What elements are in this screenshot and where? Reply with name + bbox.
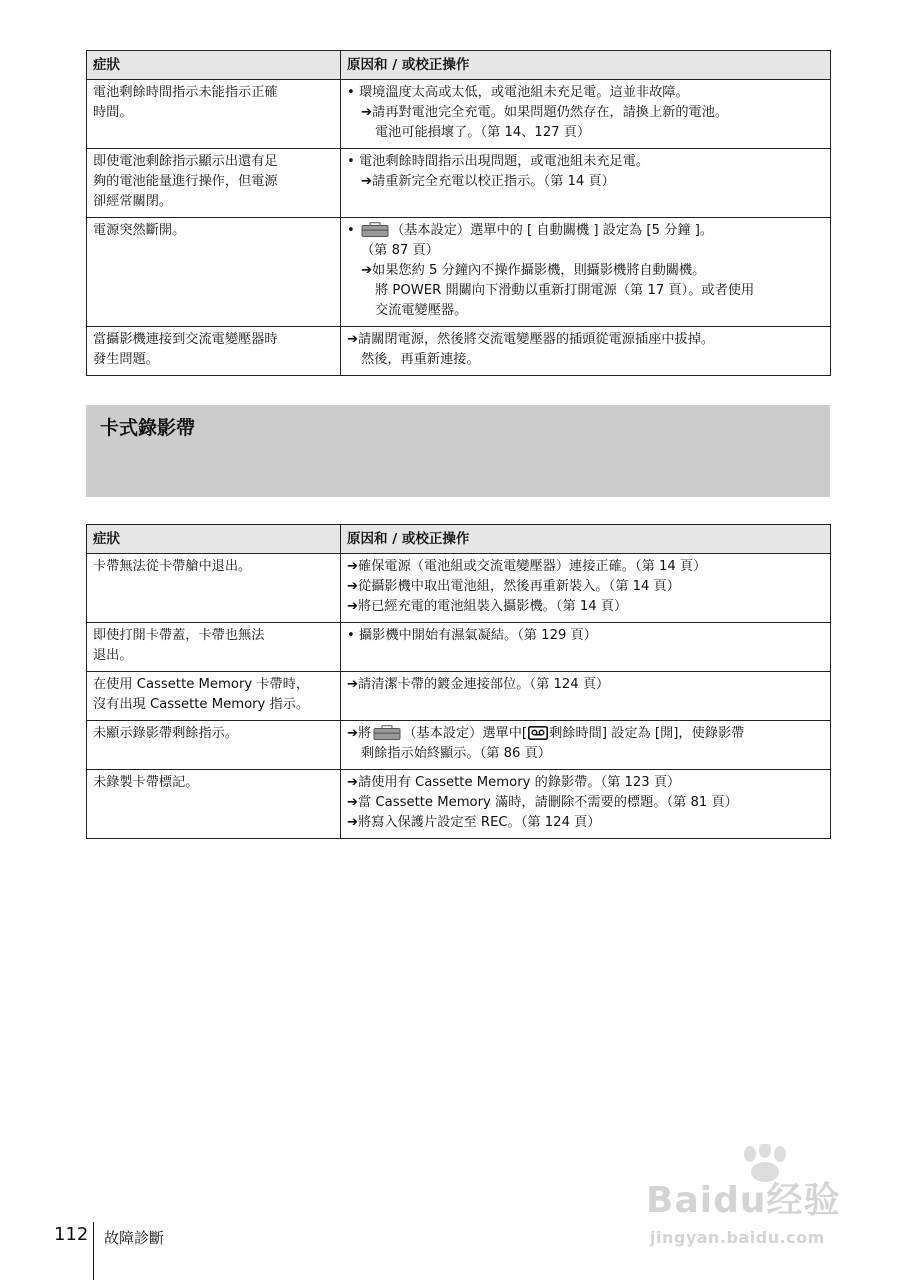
page-number: 112 [54, 1224, 89, 1245]
symptom-cell: 即使電池剩餘指示顯示出還有足 夠的電池能量進行操作，但電源 卻經常關閉。 [87, 149, 341, 218]
symptom-cell: 卡帶無法從卡帶艙中退出。 [87, 554, 341, 623]
baidu-watermark [640, 1150, 870, 1260]
symptom-cell: 未錄製卡帶標記。 [87, 770, 341, 839]
footer-section-label: 故障診斷 [104, 1229, 165, 1247]
cause-cell: ➔將 （基本設定）選單中[ 剩餘時間] 設定為 [開]，使錄影帶 剩餘指示始終顯示。（第 86 頁） [341, 721, 831, 770]
footer-divider [93, 1222, 94, 1280]
watermark-brand: Baidu经验 [646, 1180, 841, 1221]
cause-cell: ➔請使用有 Cassette Memory 的錄影帶。（第 123 頁） ➔當 Cassette Memory 滿時，請刪除不需要的標題。（第 81 頁） ➔將寫入保護片設定至 REC。（第 124 頁） [341, 770, 831, 839]
cassette-tape-icon [528, 726, 548, 740]
section-header [86, 405, 830, 497]
table-row [87, 623, 831, 672]
symptom-cell: 在使用 Cassette Memory 卡帶時， 沒有出現 Cassette Memory 指示。 [87, 672, 341, 721]
table-row [87, 672, 831, 721]
table-header-row [87, 525, 831, 554]
section-title: 卡式錄影帶 [100, 417, 196, 439]
table-row [87, 721, 831, 770]
toolbox-icon [361, 222, 389, 237]
toolbox-icon [373, 725, 401, 740]
table-header-row [87, 51, 831, 80]
table-row [87, 149, 831, 218]
trouble-table-cassette [86, 524, 831, 839]
header-cause: 原因和 / 或校正操作 [341, 525, 831, 554]
cause-cell: ➔請清潔卡帶的鍍金連接部位。（第 124 頁） [341, 672, 831, 721]
table-row [87, 554, 831, 623]
table-row [87, 80, 831, 149]
table-row [87, 218, 831, 327]
symptom-cell: 電源突然斷開。 [87, 218, 341, 327]
header-symptom: 症狀 [87, 51, 341, 80]
trouble-table-power [86, 50, 831, 376]
cause-cell: • （基本設定）選單中的 [ 自動關機 ] 設定為 [5 分鐘 ]。 （第 87 頁） ➔如果您約 5 分鐘內不操作攝影機，則攝影機將自動關機。 將 POWER 開關向下滑動以重新打開電源（第 17 頁）。或者使用 交流電變壓器。 [341, 218, 831, 327]
header-symptom: 症狀 [87, 525, 341, 554]
table-row [87, 327, 831, 376]
table-row [87, 770, 831, 839]
symptom-cell: 當攝影機連接到交流電變壓器時 發生問題。 [87, 327, 341, 376]
cause-cell: • 電池剩餘時間指示出現問題，或電池組未充足電。 ➔請重新完全充電以校正指示。（第 14 頁） [341, 149, 831, 218]
cause-cell: • 攝影機中開始有濕氣凝結。（第 129 頁） [341, 623, 831, 672]
header-cause: 原因和 / 或校正操作 [341, 51, 831, 80]
symptom-cell: 電池剩餘時間指示未能指示正確 時間。 [87, 80, 341, 149]
symptom-cell: 未顯示錄影帶剩餘指示。 [87, 721, 341, 770]
cause-cell: ➔確保電源（電池組或交流電變壓器）連接正確。（第 14 頁） ➔從攝影機中取出電池組，然後再重新裝入。（第 14 頁） ➔將已經充電的電池組裝入攝影機。（第 14 頁） [341, 554, 831, 623]
cause-cell: • 環境溫度太高或太低，或電池組未充足電。這並非故障。 ➔請再對電池完全充電。如果問題仍然存在，請換上新的電池。 電池可能損壞了。（第 14、127 頁） [341, 80, 831, 149]
symptom-cell: 即使打開卡帶蓋，卡帶也無法 退出。 [87, 623, 341, 672]
watermark-url: jingyan.baidu.com [650, 1228, 825, 1247]
cause-cell: ➔請關閉電源，然後將交流電變壓器的插頭從電源插座中拔掉。 然後，再重新連接。 [341, 327, 831, 376]
